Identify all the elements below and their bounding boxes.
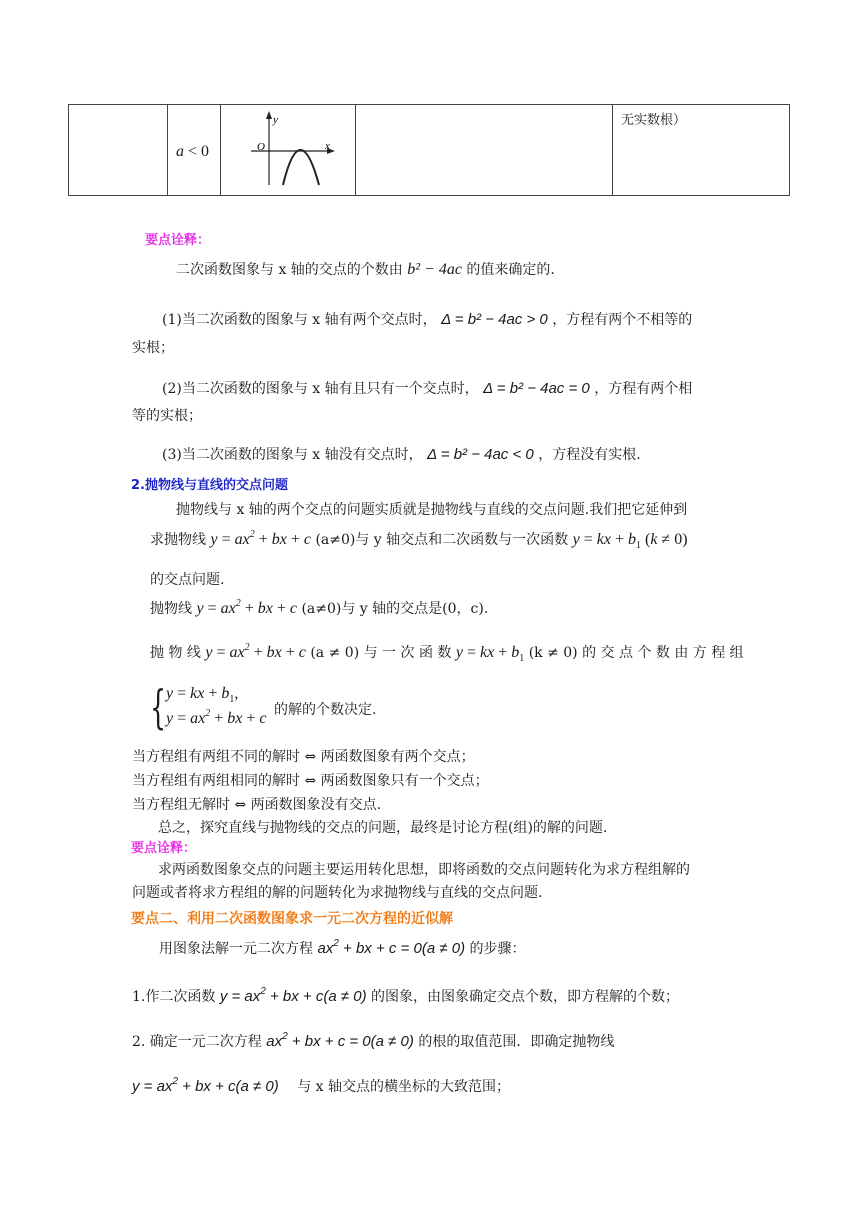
section3-step2: 2. 确定一元二次方程 $ax^2$ + bx + c = 0(a ≠ 0) 的根的取值范围．即确定抛物线: [132, 1031, 615, 1050]
system-eq2: $y = ax^2$ + bx + c: [166, 707, 267, 727]
table-cell-blank: [356, 105, 613, 196]
iff-symbol: ⇔: [304, 749, 317, 765]
section2-line1-tail: 两函数图象有两个交点；: [320, 749, 475, 765]
section2-line3-text: 当方程组无解时: [132, 797, 230, 813]
note1-case2-text: (2)当二次函数的图象与 x 轴有且只有一个交点时，: [162, 381, 479, 397]
section2-p5: 抛 物 线 $y = ax^2$ + bx + c (a ≠ 0) 与 一 次 函 数 y = kx + $b_1$ (k ≠ 0) 的 交 点 个 数 由 方 程 组: [150, 641, 744, 665]
section2-p2-mid: (a≠0)与 y 轴交点和二次函数与一次函数: [315, 532, 569, 548]
section3-step2-tail: 的根的取值范围．即确定抛物线: [418, 1034, 615, 1050]
table-cell-condition: [168, 105, 221, 196]
section2-p5-tail: (k ≠ 0) 的 交 点 个 数 由 方 程 组: [528, 645, 744, 661]
section3-heading: 要点二、利用二次函数图象求一元二次方程的近似解: [131, 911, 453, 927]
section3-step2-cont-text: 与 x 轴交点的横坐标的大致范围；: [297, 1079, 511, 1095]
table-cell-graph: [221, 105, 356, 196]
note1-case3-formula: Δ = b² − 4ac < 0: [427, 446, 534, 463]
section2-p4-text: 抛物线: [150, 601, 192, 617]
table-cell-empty: [69, 105, 168, 196]
note1-case2-formula: Δ = b² − 4ac = 0: [483, 380, 590, 397]
system-eq1: y = kx + $b_1$,: [166, 685, 239, 706]
note1-intro-end: 的值来确定的.: [466, 262, 555, 278]
section3-step1-text: 1.作二次函数: [132, 989, 216, 1005]
roots-text: 无实数根）: [621, 113, 687, 128]
note1-case3-tail: ，方程没有实根.: [538, 447, 641, 463]
note1-heading: 要点诠释：: [145, 233, 211, 248]
note1-case2: [162, 378, 692, 398]
parabola-graph: [221, 105, 355, 195]
section2-summary: 总之，探究直线与抛物线的交点的问题，最终是讨论方程(组)的解的问题.: [158, 820, 608, 836]
section2-line3: [132, 794, 381, 814]
note1-case1: [162, 309, 692, 329]
section3-step1: 1.作二次函数 $y = ax^2$ + bx + c(a ≠ 0) 的图象，由图象确定交点个数，即方程解的个数；: [132, 986, 680, 1005]
note2-p1: 求两函数图象交点的问题主要运用转化思想，即将函数的交点问题转化为求方程组解的: [158, 862, 690, 878]
note1-case1-cont: 实根；: [132, 340, 174, 356]
section2-p2: 求抛物线 $y = ax^2$ + bx + c (a≠0)与 y 轴交点和二次函数与一次函数 y = kx + $b_1$ (k ≠ 0): [150, 528, 688, 552]
section2-line1-text: 当方程组有两组不同的解时: [132, 749, 300, 765]
note1-intro-text: 二次函数图象与 x 轴的交点的个数由: [176, 262, 403, 278]
note1-case3: [162, 444, 641, 464]
note2-heading: 要点诠释：: [131, 841, 197, 856]
system-end: 的解的个数决定.: [274, 702, 377, 718]
graph-y-label: y: [273, 114, 278, 126]
note1-case2-cont: 等的实根；: [132, 408, 202, 424]
condition-var: a: [176, 143, 184, 160]
section2-line3-tail: 两函数图象没有交点.: [250, 797, 382, 813]
section2-heading: 2.抛物线与直线的交点问题: [131, 478, 288, 493]
graph-o-label: O: [257, 141, 265, 153]
section2-p2-text: 求抛物线: [150, 532, 206, 548]
section2-p5-mid: (a ≠ 0) 与 一 次 函 数: [310, 645, 452, 661]
note2-p2: 问题或者将求方程组的解的问题转化为求抛物线与直线的交点问题.: [132, 885, 543, 901]
condition-op: < 0: [188, 143, 210, 160]
section2-line2: [132, 770, 489, 790]
note1-case1-formula: Δ = b² − 4ac > 0: [441, 311, 548, 328]
note1-intro-formula: b² − 4ac: [407, 261, 462, 278]
section3-intro-tail: 的步骤：: [469, 941, 526, 957]
section3-step2-cont: $y = ax^2$ + bx + c(a ≠ 0) 与 x 轴交点的横坐标的大致范围；: [132, 1076, 511, 1095]
section2-p4-tail: (a≠0)与 y 轴的交点是(0，c).: [301, 601, 489, 617]
section2-line2-text: 当方程组有两组相同的解时: [132, 773, 300, 789]
note1-case1-text: (1)当二次函数的图象与 x 轴有两个交点时，: [162, 312, 437, 328]
section2-line1: [132, 746, 475, 766]
section3-intro: 用图象法解一元二次方程 $ax^2$ + bx + c = 0(a ≠ 0) 的步骤：: [159, 938, 526, 957]
section2-p3: 的交点问题.: [150, 572, 225, 588]
section2-line2-tail: 两函数图象只有一个交点；: [320, 773, 489, 789]
section3-intro-text: 用图象法解一元二次方程: [159, 941, 313, 957]
section3-step2-text: 2. 确定一元二次方程: [132, 1034, 262, 1050]
note1-case3-text: (3)当二次函数的图象与 x 轴没有交点时，: [162, 447, 423, 463]
iff-symbol: ⇔: [234, 797, 247, 813]
graph-x-label: x: [325, 140, 330, 152]
note1-intro: [176, 259, 555, 279]
iff-symbol: ⇔: [304, 773, 317, 789]
system-brace: {: [150, 680, 167, 734]
section2-p5-text: 抛 物 线: [150, 645, 201, 661]
note1-case2-tail: ，方程有两个相: [594, 381, 693, 397]
table-cell-roots: [613, 105, 790, 196]
section2-p4: 抛物线 $y = ax^2$ + bx + c (a≠0)与 y 轴的交点是(0，c).: [150, 597, 489, 617]
note1-case1-tail: ，方程有两个不相等的: [552, 312, 693, 328]
section2-p1: 抛物线与 x 轴的两个交点的问题实质就是抛物线与直线的交点问题.我们把它延伸到: [176, 502, 688, 518]
table-row: [69, 105, 790, 196]
section3-step1-tail: 的图象，由图象确定交点个数，即方程解的个数；: [371, 989, 680, 1005]
roots-table: [68, 104, 790, 196]
